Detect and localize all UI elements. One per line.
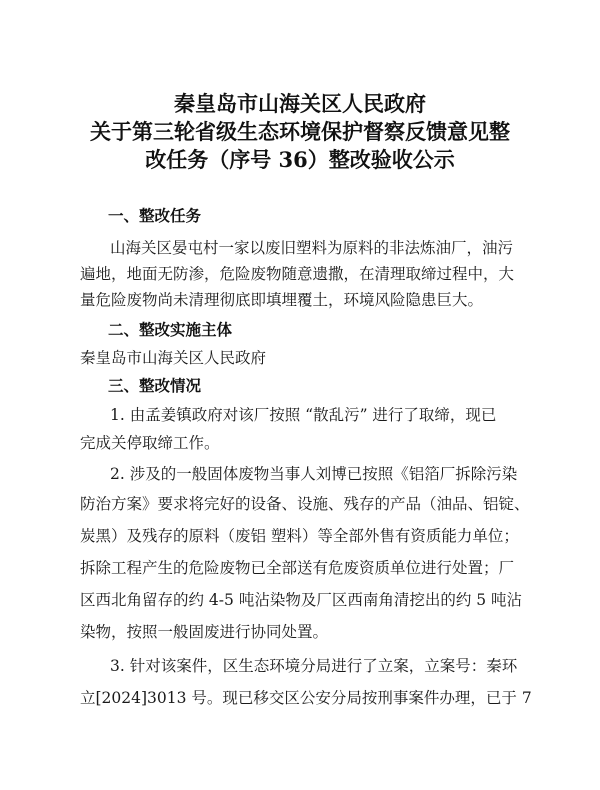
paragraph-line: 秦皇岛市山海关区人民政府 [80, 349, 267, 367]
section-heading-subject: 二、整改实施主体 [108, 321, 233, 339]
document-title-line-2: 关于第三轮省级生态环境保护督察反馈意见整 [90, 119, 510, 144]
paragraph-line: 1. 由孟姜镇政府对该厂按照 “散乱污” 进行了取缔，现已 [110, 406, 497, 424]
section-heading-status: 三、整改情况 [108, 377, 202, 395]
paragraph-line: 炭黑）及残存的原料（废铝 塑料）等全部外售有资质能力单位； [80, 527, 519, 545]
paragraph-line: 2. 涉及的一般固体废物当事人刘博已按照《铝箔厂拆除污染 [110, 465, 518, 483]
section-heading-task: 一、整改任务 [108, 207, 202, 225]
paragraph-line: 立[2024]3013 号。现已移交区公安分局按刑事案件办理，已于 7 [80, 689, 532, 707]
paragraph-line: 3. 针对该案件，区生态环境分局进行了立案，立案号：秦环 [110, 657, 518, 675]
paragraph-line: 区西北角留存的约 4-5 吨沾染物及厂区西南角清挖出的约 5 吨沾 [80, 591, 523, 609]
paragraph-line: 防治方案》要求将完好的设备、设施、残存的产品（油品、铝锭、 [80, 495, 530, 513]
paragraph-line: 量危险废物尚未清理彻底即填埋覆土，环境风险隐患巨大。 [80, 291, 484, 309]
paragraph-line: 完成关停取缔工作。 [80, 434, 220, 452]
document-title-line-1: 秦皇岛市山海关区人民政府 [174, 91, 426, 116]
paragraph-line: 山海关区晏屯村一家以废旧塑料为原料的非法炼油厂，油污 [110, 239, 514, 257]
paragraph-line: 遍地，地面无防渗，危险废物随意遗撒，在清理取缔过程中，大 [80, 265, 515, 283]
document-title-line-3: 改任务（序号 36）整改验收公示 [145, 147, 455, 172]
paragraph-line: 拆除工程产生的危险废物已全部送有危废资质单位进行处置；厂 [80, 559, 515, 577]
paragraph-line: 染物，按照一般固废进行协同处置。 [80, 623, 329, 641]
